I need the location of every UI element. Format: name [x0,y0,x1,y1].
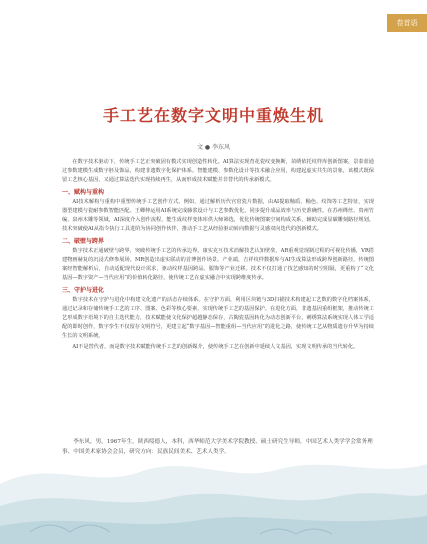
article-body [62,158,374,354]
article-title: 手工艺在数字文明中重焕生机 [102,106,324,125]
section-paragraph: AI技术解构与重构中重塑传统手工艺创作方式。例如，通过解析历代官窑瓷片数据，由AI提取釉质、釉色、纹饰等工艺特征，实现器型建模与瓷耐参数智能匹配。王卿伸运用AI系统完成藤浆设计与工艺参数优化，同步提升成品效率与历史准确性。在苏州缂丝、贵州竹编、泉州木雕等领域，AI深度介入创作流程，能生成纹样变体库供大师筛选，优化传统图案空间构成关系，辅助完成显碳雕刻路径规划。技术突破使AI从指令执行工具进阶为协同创作伙伴，推动手工艺从经验驱动转向数据与灵感双向迭代的创新模式。 [62,199,374,232]
section-paragraph: 数字技术正通破壁与跨界，突破传统手工艺的传承边界。康实克互技术消解技艺认知壁垒，AR重观觉现制过程的可视化传播，VR搭建物画赫复的沉浸式修参展场。MR创造出虚实联动的首博创作场景。产业端，吉祥纹样数据库与AI生成算法形成跨界创新路径，传统图案经智能解析后，自动适配现代设计需求，驱动纹样基因跨品、服饰等产业迁移。技术不仅打通了技艺感知的时空阻隔，更重构了“文化基因—数字资产—当代应用”的价值转化路径，使传统工艺在虚实融合中实现跨维度传承。 [62,248,374,281]
section-paragraph: 数字技术在守护与进化中构建文化遗产的活态存续体系。在守护方面，利用区块链与3D扫描技术构建起工艺数的数字化档案体系，通过记录和存储传统手工艺的工序、图案、色彩等核心要素，实现传统手工艺的基因保护。在进化方面，非遗基因重组框架，推动传统工艺形成数字语境下的自主迭代能力，技术赋能使文化保护超越静态保存，古陶瓷基因转化为动态创新平台，刺绣算法系统实现人体工学适配的即时创作，数字孪生不仅留存文明符号，更建立起“数字基因—智能重组—当代应用”的进化之路，使传统工艺从物质遗存升华为持续生长的文明系统。 [62,297,374,339]
decorative-hills-illustration [0,414,427,544]
section-heading: 一、赋构与重构 [62,189,105,196]
intro-paragraph: 在数字技术驱动下，传统手工艺正突破固有模式实现创造性转化。AI算法实现育花瓷纹变换断，苗绣依托纹样库创新图案，景泰蓝通过参数建模生成数字胚及饰品，构建非遗数字化保护体系。智能建模、参数化设计等技术融合应用，构建起虚实共生的景象，该模式既保留工艺核心基因，又通过算法迭代实现持续再生，从而形成技术赋能并非替代的传承新模式。 [62,159,374,183]
closing-paragraph: AI不是替代者，而是数字技术赋能传统手工艺的创新媒介，使传统手工艺在创新中延续人文基因，实现文明传承的当代转化。 [72,344,359,350]
section-heading: 二、破壁与跨界 [62,238,105,245]
article-byline: 文 ● 李东风 [196,144,231,151]
author-bio: 李东风，男，1967年生，陕西绥德人，本科，西华师范大学美术学院教授、硕士研究生导师，中国艺术人类学学会常务理事、中国美术家协会会员，研究方向：民族民间美术、艺术人类学。 [62,439,373,455]
column-label-tab: 卷首语 [387,14,427,32]
section-heading: 三、守护与进化 [62,287,105,294]
